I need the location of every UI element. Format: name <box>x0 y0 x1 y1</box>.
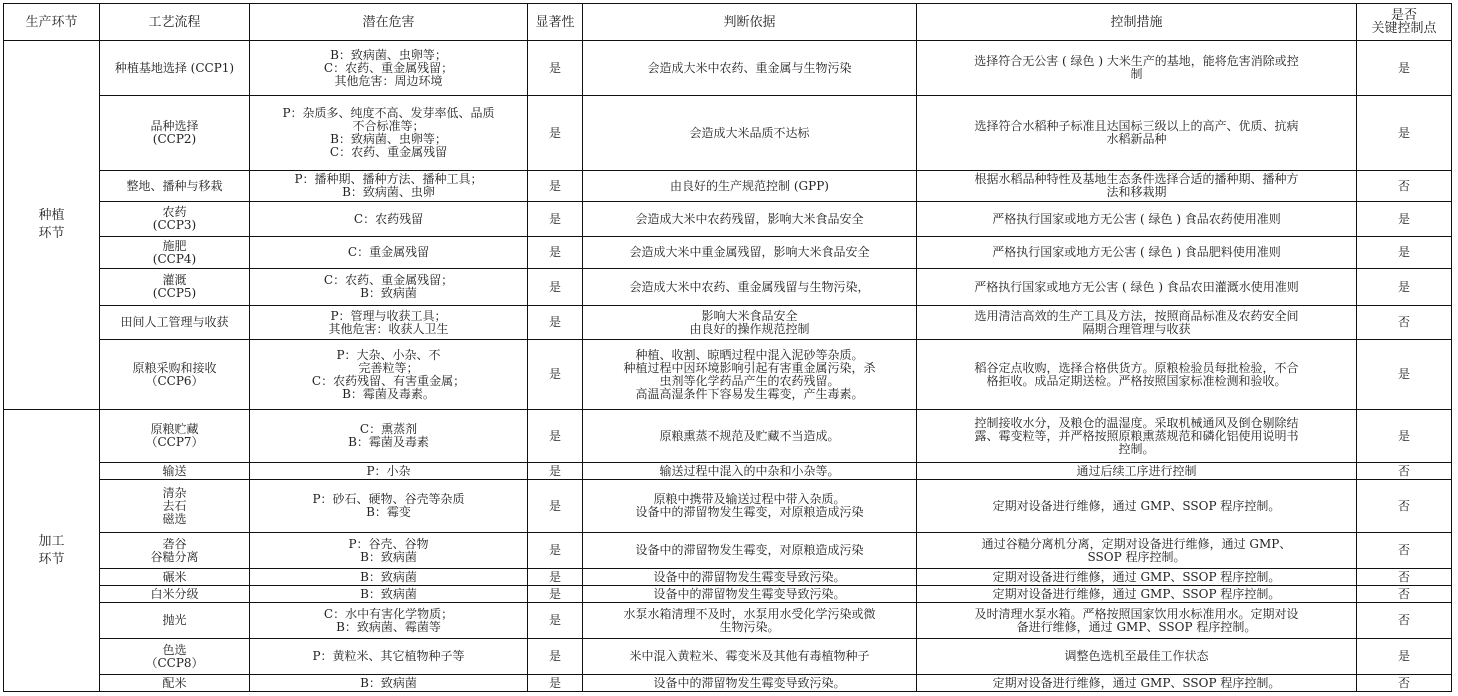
cell-line: 种植、收割、晾晒过程中混入泥砂等杂质。 <box>635 347 864 362</box>
header-control: 控制措施 <box>917 4 1357 41</box>
cell-line: 通过谷糙分离机分离，定期对设备进行维修，通过 GMP、 <box>981 536 1292 551</box>
control-cell <box>917 306 1357 340</box>
hazard-cell <box>250 586 528 603</box>
significance-cell: 是 <box>528 675 583 692</box>
cell-line: 整地、播种与移栽 <box>126 178 223 193</box>
process-cell <box>100 603 250 639</box>
ccp-cell: 是 <box>1357 202 1452 237</box>
cell-line: 严格执行国家或地方无公害 ( 绿色 ) 食品农药使用准则 <box>992 211 1281 226</box>
ccp-cell: 是 <box>1357 96 1452 171</box>
basis-cell <box>583 96 917 171</box>
basis-cell <box>583 269 917 306</box>
ccp-cell: 否 <box>1357 675 1452 692</box>
control-cell <box>917 569 1357 586</box>
cell-line: P：谷壳、谷物 <box>348 536 429 551</box>
cell-line: （CCP8） <box>145 655 204 670</box>
hazard-cell <box>250 306 528 340</box>
basis-cell <box>583 410 917 463</box>
table-row <box>4 202 1452 237</box>
cell-line: C：农药、重金属残留 <box>329 145 448 159</box>
basis-cell <box>583 480 917 533</box>
table-row <box>4 237 1452 269</box>
control-cell <box>917 41 1357 96</box>
cell-line: 调整色选机至最佳工作状态 <box>1064 649 1209 663</box>
stage-cell <box>4 410 100 692</box>
table-row <box>4 171 1452 202</box>
hazard-cell <box>250 480 528 533</box>
cell-line: 根据水稻品种特性及基地生态条件选择合适的播种期、播种方 <box>974 172 1299 186</box>
cell-line: B：致病菌、虫卵等； <box>330 47 447 62</box>
cell-line: 水泵水箱清理不及时，水泵用水受化学污染或微 <box>623 606 876 621</box>
cell-line: 其他危害：周边环境 <box>334 73 443 88</box>
cell-line: 设备中的滞留物发生霉变，对原粮造成污染 <box>635 505 864 519</box>
basis-cell <box>583 306 917 340</box>
cell-line: 高温高湿条件下容易发生霉变，产生毒素。 <box>635 386 864 401</box>
cell-line: 原粮贮藏 <box>150 422 199 436</box>
table-row <box>4 480 1452 533</box>
cell-line: 会造成大米中农药、重金属与生物污染 <box>647 60 852 75</box>
cell-line: 原粮采购和接收 <box>132 360 217 375</box>
process-cell <box>100 96 250 171</box>
table-body <box>4 41 1452 692</box>
cell-line: 原粮熏蒸不规范及贮藏不当造成。 <box>659 428 840 443</box>
process-cell <box>100 569 250 586</box>
cell-line: 隔期合理管理与收获 <box>1082 321 1191 336</box>
cell-line: C：农药残留、有害重金属； <box>311 373 466 388</box>
hazard-cell <box>250 603 528 639</box>
cell-line: 定期对设备进行维修，通过 GMP、SSOP 程序控制。 <box>992 586 1281 601</box>
cell-line: P：管理与收获工具； <box>330 308 447 323</box>
ccp-cell: 是 <box>1357 410 1452 463</box>
control-cell <box>917 603 1357 639</box>
table-row <box>4 533 1452 569</box>
basis-cell <box>583 569 917 586</box>
cell-line: B：致病菌 <box>360 586 417 601</box>
cell-line: 加工 <box>38 533 65 549</box>
cell-line: B：致病菌 <box>360 549 417 564</box>
basis-cell <box>583 603 917 639</box>
cell-line: 配米 <box>162 675 187 690</box>
basis-cell <box>583 41 917 96</box>
cell-line: 白米分级 <box>150 586 199 601</box>
header-ccp <box>1357 4 1452 41</box>
significance-cell: 是 <box>528 306 583 340</box>
basis-cell <box>583 202 917 237</box>
cell-line: 会造成大米中农药、重金属残留与生物污染， <box>629 279 870 294</box>
cell-line: SSOP 程序控制。 <box>1087 549 1186 564</box>
cell-line: 会造成大米中农药残留，影响大米食品安全 <box>635 211 864 226</box>
significance-cell: 是 <box>528 96 583 171</box>
cell-line: P：杂质多、纯度不高、发芽率低、品质 <box>282 106 495 120</box>
hazard-cell <box>250 463 528 480</box>
ccp-cell: 否 <box>1357 171 1452 202</box>
control-cell <box>917 237 1357 269</box>
cell-line: (CCP3) <box>152 218 197 232</box>
cell-line: 水稻新品种 <box>1106 132 1167 146</box>
significance-cell: 是 <box>528 202 583 237</box>
process-cell <box>100 237 250 269</box>
ccp-cell: 是 <box>1357 639 1452 675</box>
ccp-cell: 否 <box>1357 306 1452 340</box>
control-cell <box>917 675 1357 692</box>
process-cell <box>100 463 250 480</box>
cell-line: 清杂 <box>162 485 187 500</box>
cell-line: 选择符合无公害 ( 绿色 ) 大米生产的基地，能将危害消除或控 <box>974 54 1299 68</box>
control-cell <box>917 340 1357 410</box>
cell-line: B：霉变 <box>366 505 411 519</box>
control-cell <box>917 171 1357 202</box>
cell-line: 原粮中携带及输送过程中带入杂质。 <box>653 492 846 506</box>
significance-cell: 是 <box>528 533 583 569</box>
table-row <box>4 410 1452 463</box>
hazard-cell <box>250 171 528 202</box>
cell-line: 会造成大米品质不达标 <box>689 125 810 140</box>
process-cell <box>100 639 250 675</box>
cell-line: P：小杂 <box>366 463 411 478</box>
cell-line: 及时清理水泵水箱。严格按照国家饮用水标准用水。定期对设 <box>974 606 1299 621</box>
hazard-cell <box>250 340 528 410</box>
cell-line: 是否 <box>1390 8 1417 23</box>
cell-line: 影响大米食品安全 <box>701 308 798 323</box>
control-cell <box>917 463 1357 480</box>
basis-cell <box>583 533 917 569</box>
cell-line: C：农药、重金属残留； <box>323 273 454 287</box>
hazard-cell <box>250 639 528 675</box>
cell-line: 抛光 <box>162 613 187 627</box>
cell-line: 由良好的操作规范控制 <box>689 321 810 336</box>
process-cell <box>100 202 250 237</box>
process-cell <box>100 586 250 603</box>
significance-cell: 是 <box>528 269 583 306</box>
significance-cell: 是 <box>528 171 583 202</box>
control-cell <box>917 480 1357 533</box>
cell-line: 严格执行国家或地方无公害 ( 绿色 ) 食品肥料使用准则 <box>992 245 1281 259</box>
hazard-cell <box>250 533 528 569</box>
process-cell <box>100 533 250 569</box>
ccp-cell: 否 <box>1357 463 1452 480</box>
table-row <box>4 586 1452 603</box>
table-row <box>4 569 1452 586</box>
control-cell <box>917 269 1357 306</box>
cell-line: 环节 <box>38 551 65 567</box>
significance-cell: 是 <box>528 569 583 586</box>
cell-line: 砻谷 <box>162 536 187 551</box>
process-cell <box>100 269 250 306</box>
cell-line: 备进行维修，通过 GMP、SSOP 程序控制。 <box>1016 619 1257 634</box>
significance-cell: 是 <box>528 603 583 639</box>
cell-line: P：播种期、播种方法、播种工具； <box>294 172 483 186</box>
significance-cell: 是 <box>528 586 583 603</box>
cell-line: （CCP7） <box>145 435 204 449</box>
hazard-cell <box>250 202 528 237</box>
stage-cell <box>4 41 100 410</box>
cell-line: 品种选择 <box>150 119 199 133</box>
cell-line: 灌溉 <box>162 273 187 287</box>
cell-line: B：霉菌及毒素。 <box>342 386 435 401</box>
cell-line: 施肥 <box>162 238 187 253</box>
cell-line: 输送过程中混入的中杂和小杂等。 <box>659 463 840 478</box>
significance-cell: 是 <box>528 463 583 480</box>
hazard-cell <box>250 675 528 692</box>
table-row <box>4 269 1452 306</box>
hazard-cell <box>250 96 528 171</box>
header-process: 工艺流程 <box>100 4 250 41</box>
header-hazard: 潜在危害 <box>250 4 528 41</box>
cell-line: 选用清洁高效的生产工具及方法，按照商品标准及农药安全间 <box>974 308 1299 323</box>
cell-line: 定期对设备进行维修，通过 GMP、SSOP 程序控制。 <box>992 675 1281 690</box>
cell-line: B：致病菌、霉菌等 <box>336 619 441 634</box>
process-cell <box>100 410 250 463</box>
basis-cell <box>583 675 917 692</box>
cell-line: 谷糙分离 <box>150 549 199 564</box>
ccp-cell: 否 <box>1357 569 1452 586</box>
cell-line: 关键控制点 <box>1371 21 1437 36</box>
cell-line: 控制。 <box>1118 441 1155 456</box>
cell-line: 农药 <box>162 205 187 219</box>
cell-line: P：大杂、小杂、不 <box>336 347 441 362</box>
hazard-cell <box>250 569 528 586</box>
cell-line: 种植过程中因环境影响引起有害重金属污染，杀 <box>623 360 876 375</box>
hazard-cell <box>250 410 528 463</box>
significance-cell: 是 <box>528 639 583 675</box>
table-row <box>4 675 1452 692</box>
hazard-cell <box>250 41 528 96</box>
significance-cell: 是 <box>528 480 583 533</box>
cell-line: 会造成大米中重金属残留，影响大米食品安全 <box>629 245 870 259</box>
hazard-cell <box>250 237 528 269</box>
ccp-cell: 否 <box>1357 603 1452 639</box>
basis-cell <box>583 237 917 269</box>
process-cell <box>100 675 250 692</box>
cell-line: C：水中有害化学物质； <box>323 606 454 621</box>
cell-line: 稻谷定点收购，选择合格供货方。原粮检验员每批检验，不合 <box>974 360 1299 375</box>
cell-line: 定期对设备进行维修，通过 GMP、SSOP 程序控制。 <box>992 498 1281 513</box>
control-cell <box>917 533 1357 569</box>
table-row <box>4 306 1452 340</box>
ccp-cell: 是 <box>1357 340 1452 410</box>
cell-line: 由良好的生产规范控制 (GPP) <box>670 178 829 193</box>
ccp-cell: 否 <box>1357 586 1452 603</box>
cell-line: 设备中的滞留物发生霉变导致污染。 <box>653 569 846 584</box>
significance-cell: 是 <box>528 410 583 463</box>
cell-line: （CCP6） <box>145 373 204 388</box>
cell-line: 设备中的滞留物发生霉变导致污染。 <box>653 675 846 690</box>
cell-line: 控制接收水分，及粮仓的温湿度。采取机械通风及倒仓剔除结 <box>974 415 1299 430</box>
cell-line: 选择符合水稻种子标准且达国标三级以上的高产、优质、抗病 <box>974 119 1299 133</box>
basis-cell <box>583 340 917 410</box>
ccp-cell: 是 <box>1357 269 1452 306</box>
process-cell <box>100 171 250 202</box>
ccp-cell: 否 <box>1357 480 1452 533</box>
ccp-cell: 是 <box>1357 237 1452 269</box>
control-cell <box>917 410 1357 463</box>
cell-line: 去石 <box>162 498 187 513</box>
cell-line: 种植基地选择 (CCP1) <box>114 60 235 75</box>
table-row <box>4 463 1452 480</box>
cell-line: 输送 <box>162 463 187 478</box>
cell-line: C：熏蒸剂 <box>359 422 418 436</box>
process-cell <box>100 306 250 340</box>
cell-line: P：黄粒米、其它植物种子等 <box>312 649 465 663</box>
table-row <box>4 41 1452 96</box>
table-row <box>4 96 1452 171</box>
control-cell <box>917 96 1357 171</box>
cell-line: 通过后续工序进行控制 <box>1076 463 1197 478</box>
control-cell <box>917 202 1357 237</box>
significance-cell: 是 <box>528 41 583 96</box>
cell-line: B：致病菌、虫卵等； <box>330 132 447 146</box>
cell-line: 设备中的滞留物发生霉变，对原粮造成污染 <box>635 543 864 557</box>
cell-line: 格拒收。成品定期送检。严格按照国家标准检测和验收。 <box>986 373 1287 388</box>
header-row <box>4 4 1452 41</box>
ccp-cell: 是 <box>1357 41 1452 96</box>
cell-line: 田间人工管理与收获 <box>120 315 229 329</box>
basis-cell <box>583 171 917 202</box>
cell-line: 法和移栽期 <box>1106 185 1167 199</box>
cell-line: (CCP4) <box>152 251 197 266</box>
cell-line: 磁选 <box>162 511 187 526</box>
header-basis: 判断依据 <box>583 4 917 41</box>
cell-line: 色选 <box>162 642 187 657</box>
basis-cell <box>583 463 917 480</box>
cell-line: 种植 <box>38 208 65 223</box>
cell-line: B：霉菌及毒素 <box>348 435 429 449</box>
cell-line: P：砂石、硬物、谷壳等杂质 <box>312 492 465 506</box>
basis-cell <box>583 639 917 675</box>
table-row <box>4 603 1452 639</box>
cell-line: B：致病菌 <box>360 675 417 690</box>
cell-line: C：农药残留 <box>353 211 424 226</box>
cell-line: C：重金属残留 <box>347 245 430 259</box>
cell-line: 定期对设备进行维修，通过 GMP、SSOP 程序控制。 <box>992 569 1281 584</box>
control-cell <box>917 639 1357 675</box>
cell-line: 碾米 <box>162 569 187 584</box>
process-cell <box>100 340 250 410</box>
header-significance: 显著性 <box>528 4 583 41</box>
cell-line: (CCP5) <box>152 286 197 300</box>
cell-line: 设备中的滞留物发生霉变导致污染。 <box>653 586 846 601</box>
cell-line: B：致病菌、虫卵 <box>342 185 435 199</box>
header-stage: 生产环节 <box>4 4 100 41</box>
cell-line: 其他危害：收获人卫生 <box>328 321 449 336</box>
haccp-table <box>3 3 1452 692</box>
cell-line: C：农药、重金属残留； <box>323 60 454 75</box>
cell-line: 虫剂等化学药品产生的农药残留。 <box>659 373 840 388</box>
cell-line: 制 <box>1130 67 1143 81</box>
process-cell <box>100 41 250 96</box>
hazard-cell <box>250 269 528 306</box>
ccp-cell: 否 <box>1357 533 1452 569</box>
cell-line: 严格执行国家或地方无公害 ( 绿色 ) 食品农田灌溉水使用准则 <box>974 279 1299 294</box>
cell-line: 完善粒等； <box>358 360 419 375</box>
cell-line: B：致病菌 <box>360 569 417 584</box>
cell-line: 不合标准等； <box>352 119 425 133</box>
cell-line: (CCP2) <box>152 132 197 146</box>
significance-cell: 是 <box>528 237 583 269</box>
basis-cell <box>583 586 917 603</box>
table-row <box>4 639 1452 675</box>
cell-line: 环节 <box>38 226 65 241</box>
cell-line: 露、霉变粒等，并严格按照原粮熏蒸规范和磷化铝使用说明书 <box>974 428 1299 443</box>
process-cell <box>100 480 250 533</box>
cell-line: 生物污染。 <box>719 619 780 634</box>
cell-line: B：致病菌 <box>360 286 417 300</box>
significance-cell: 是 <box>528 340 583 410</box>
cell-line: 米中混入黄粒米、霉变米及其他有毒植物种子 <box>629 649 870 663</box>
table-row <box>4 340 1452 410</box>
control-cell <box>917 586 1357 603</box>
